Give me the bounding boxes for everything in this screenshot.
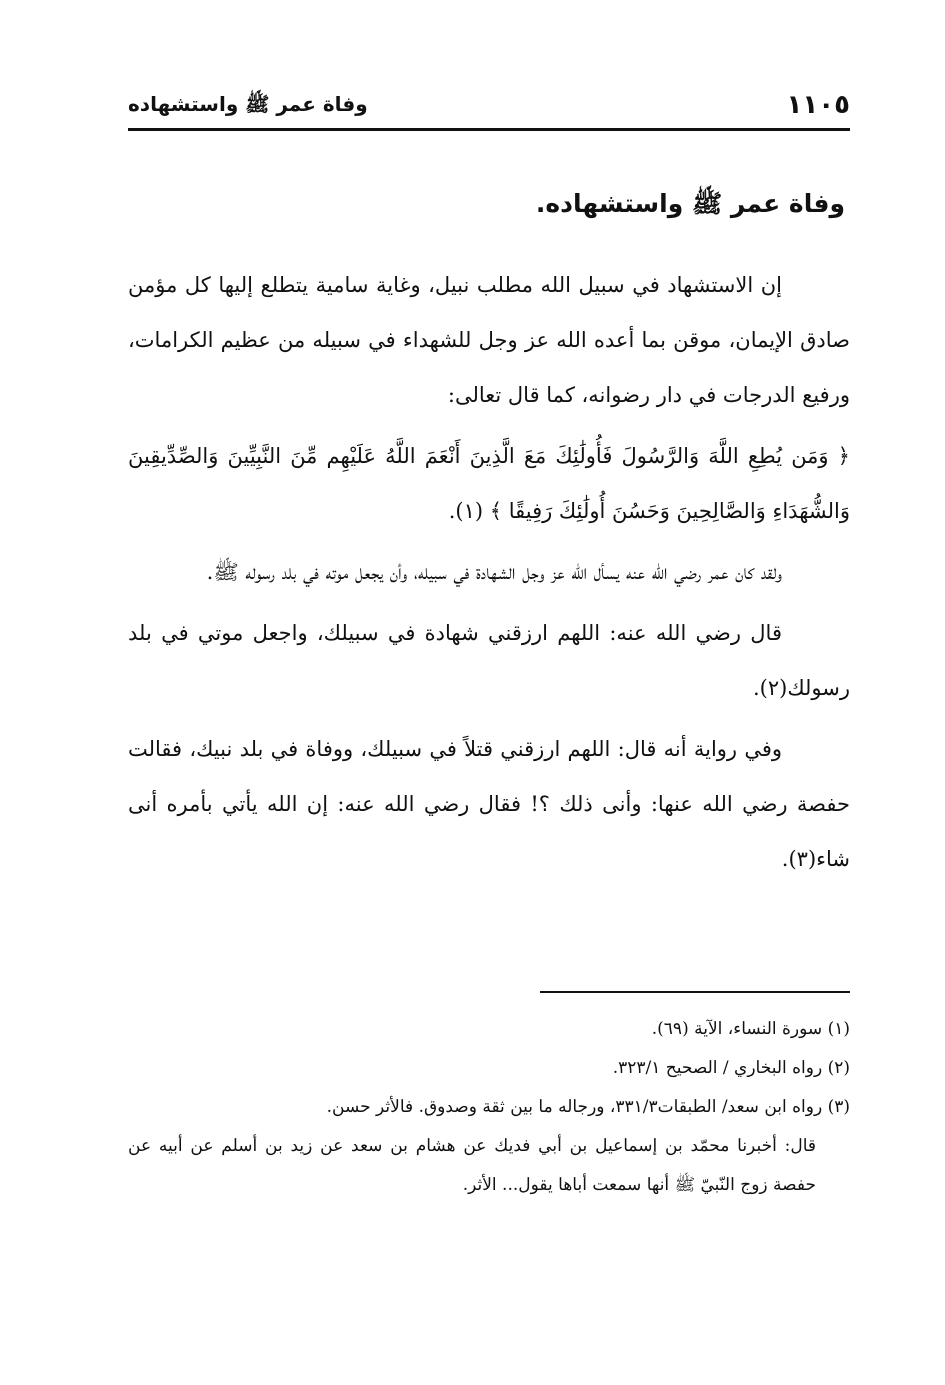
body-text xyxy=(128,258,850,893)
paragraph-narration: وفي رواية أنه قال: اللهم ارزقني قتلاً في سبيلك، ووفاة في بلد نبيك، فقالت حفصة رضي الله عنها: وأنى ذلك ؟! فقال رضي الله عنه: إن الله يأتي بأمره أنى شاء(٣). xyxy=(128,737,850,871)
quran-verse: ﴿ وَمَن يُطِعِ اللَّهَ وَالرَّسُولَ فَأُولَٰئِكَ مَعَ الَّذِينَ أَنْعَمَ اللَّهُ عَلَيْهِم مِّنَ النَّبِيِّينَ وَالصِّدِّيقِينَ وَالشُّهَدَاءِ وَالصَّالِحِينَ وَحَسُنَ أُولَٰئِكَ رَفِيقًا ﴾ (١). xyxy=(128,444,850,523)
footnotes xyxy=(128,1010,850,1205)
paragraph-umar-prayer: ولقد كان عمر رضي الله عنه يسأل الله عز وجل الشهادة في سبيله، وأن يجعل موته في بلد رسوله ﷺ. xyxy=(206,560,782,584)
page-header xyxy=(128,88,850,131)
footnote-1: (١) سورة النساء، الآية (٦٩). xyxy=(651,1019,850,1039)
footnote-divider xyxy=(540,991,850,993)
running-title: وفاة عمر ﷺ واستشهاده xyxy=(128,92,368,116)
paragraph-intro: إن الاستشهاد في سبيل الله مطلب نبيل، وغاية سامية يتطلع إليها كل مؤمن صادق الإيمان، موقن بما أعده الله عز وجل للشهداء في سبيله من عظيم الكرامات، ورفيع الدرجات في دار رضوانه، كما قال تعالى: xyxy=(128,273,850,407)
footnote-3: (٣) رواه ابن سعد/ الطبقات٣٣١/٣، ورجاله ما بين ثقة وصدوق. فالأثر حسن. xyxy=(326,1097,850,1117)
section-title: وفاة عمر ﷺ واستشهاده. xyxy=(535,189,845,218)
paragraph-umar-quote: قال رضي الله عنه: اللهم ارزقني شهادة في سبيلك، واجعل موتي في بلد رسولك(٢). xyxy=(128,621,850,700)
page-number: ١١٠٥ xyxy=(786,90,850,120)
footnote-2: (٢) رواه البخاري / الصحيح ٣٢٣/١. xyxy=(612,1058,850,1078)
footnote-3-chain: قال: أخبرنا محمّد بن إسماعيل بن أبي فديك عن هشام بن سعد عن زيد بن أسلم عن أبيه عن حفصة زوج النّبيّ ﷺ أنها سمعت أباها يقول... الأثر. xyxy=(128,1136,816,1195)
